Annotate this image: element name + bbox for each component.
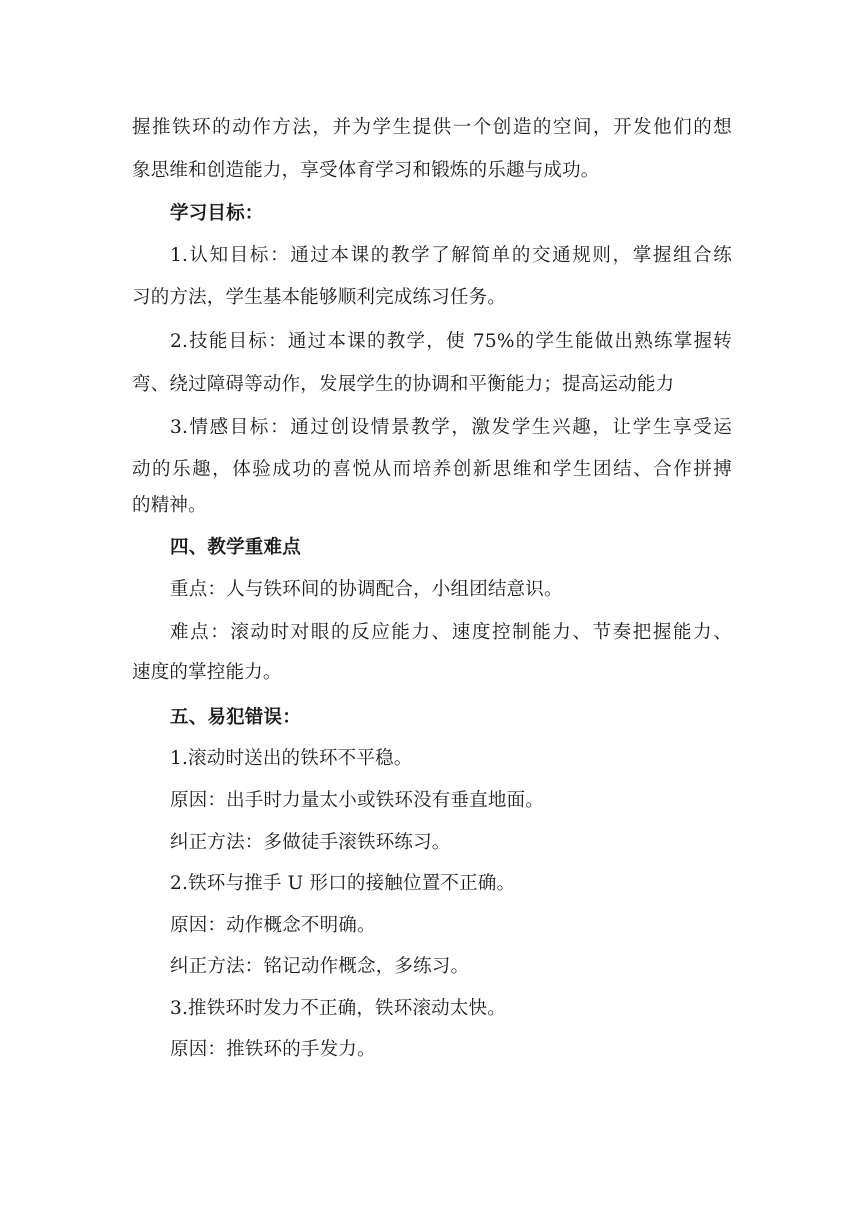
affective-goal-line-1: 3.情感目标：通过创设情景教学，激发学生兴趣，让学生享受运	[170, 417, 732, 438]
error-list-item: 原因：推铁环的手发力。	[170, 1039, 376, 1060]
skill-goal-line-2: 弯、绕过障碍等动作，发展学生的协调和平衡能力；提高运动能力	[132, 374, 675, 395]
section-4-heading: 四、教学重难点	[170, 537, 301, 558]
error-list-item: 3.推铁环时发力不正确，铁环滚动太快。	[170, 998, 506, 1019]
intro-paragraph-line-1: 握推铁环的动作方法，并为学生提供一个创造的空间，开发他们的想	[132, 117, 732, 138]
key-point-text: 重点：人与铁环间的协调配合，小组团结意识。	[170, 579, 563, 600]
error-list-item: 原因：出手时力量太小或铁环没有垂直地面。	[170, 790, 545, 811]
error-list-item: 纠正方法：铭记动作概念，多练习。	[170, 956, 470, 977]
error-list-item: 纠正方法：多做徒手滚铁环练习。	[170, 832, 451, 853]
skill-goal-line-1: 2.技能目标：通过本课的教学，使 75%的学生能做出熟练掌握转	[170, 331, 732, 352]
difficulty-line-2: 速度的掌控能力。	[132, 662, 282, 683]
cognitive-goal-line-1: 1.认知目标：通过本课的教学了解简单的交通规则，掌握组合练	[170, 245, 732, 266]
error-list-item: 原因：动作概念不明确。	[170, 915, 376, 936]
difficulty-line-1: 难点：滚动时对眼的反应能力、速度控制能力、节奏把握能力、	[170, 622, 732, 643]
affective-goal-line-3: 的精神。	[132, 495, 207, 516]
error-list-item: 2.铁环与推手 U 形口的接触位置不正确。	[170, 873, 516, 894]
affective-goal-line-2: 动的乐趣，体验成功的喜悦从而培养创新思维和学生团结、合作拼搏	[132, 459, 732, 480]
cognitive-goal-line-2: 习的方法，学生基本能够顺利完成练习任务。	[132, 287, 507, 308]
learning-goals-heading: 学习目标：	[170, 203, 264, 224]
intro-paragraph-line-2: 象思维和创造能力，享受体育学习和锻炼的乐趣与成功。	[132, 160, 600, 181]
error-list-item: 1.滚动时送出的铁环不平稳。	[170, 748, 413, 769]
section-5-heading: 五、易犯错误：	[170, 707, 301, 728]
